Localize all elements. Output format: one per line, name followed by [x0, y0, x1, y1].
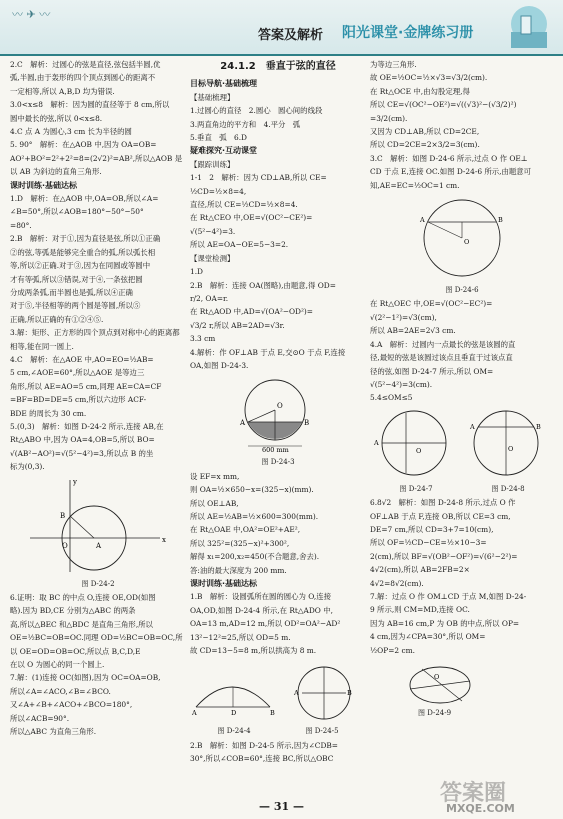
svg-text:y: y	[73, 477, 77, 486]
subsection-label: 【课堂检测】	[190, 253, 235, 263]
svg-text:A: A	[294, 689, 299, 698]
svg-text:A: A	[192, 709, 197, 718]
svg-text:A: A	[374, 438, 379, 447]
text-line: 2.B 解析：如图 D-24-5 所示,因为∠CDB=	[190, 740, 338, 750]
text-line: 5 cm,∠AOE=60°,所以△AOE 是等边三	[10, 368, 145, 378]
text-line: ∠B=50°,所以∠AOB=180°−50°−50°	[10, 207, 144, 217]
text-line: √(5²−4²)=3(cm).	[370, 379, 433, 389]
text-line: 解得 x₁=200,x₂=450(不合题意,舍去).	[190, 552, 320, 562]
birds-decoration-icon: 〰 ✈ 〰	[12, 8, 51, 21]
subsection-label: 【基础梳理】	[190, 92, 235, 102]
text-line: √(5²−4²)=3.	[190, 226, 236, 236]
text-line: 等,所以②正确.对于③,因为在同圆或等圆中	[10, 261, 151, 271]
text-line: 4.C 解析：在△AOE 中,AO=EO=½AB=	[10, 354, 154, 364]
figure-coordinate-circle	[10, 476, 180, 576]
text-line: 5. 90° 解析：在△AOB 中,因为 OA=OB=	[10, 140, 157, 150]
text-line: 知,AE=EC=½OC=1 cm.	[370, 180, 460, 190]
svg-text:O: O	[416, 446, 422, 455]
svg-text:O: O	[508, 444, 514, 453]
figure-two-circles	[370, 407, 554, 481]
brand-title: 阳光课堂·金牌练习册	[342, 25, 474, 41]
text-line: 1.B 解析：设圆弧所在圆的圆心为 O,连接	[190, 592, 332, 602]
text-line: 2.B 解析：对于①,因为直径是弦,所以①正确	[10, 234, 161, 244]
text-line: 略).因为 BD,CE 分别为△ABC 的两条	[10, 606, 136, 616]
text-line: 对于⑤,半径相等的两个圆是等圆,所以⑤	[10, 301, 141, 311]
text-line: OA,OD,如图 D-24-4 所示,在 Rt△ADO 中,	[190, 605, 333, 615]
text-line: 正确,所以正确的有①②④⑤.	[10, 314, 104, 324]
text-line: 4√2(cm),所以 AB=2FB=2×	[370, 565, 470, 575]
text-line: 角形,所以 AE=AO=5 cm,同理 AE=CA=CF	[10, 381, 162, 391]
text-line: 在 Rt△OEC 中,OE=√(OC²−EC²)=	[370, 299, 493, 309]
svg-text:A: A	[470, 422, 475, 431]
svg-text:x: x	[162, 535, 166, 544]
text-line: 6.证明：取 BC 的中点 O,连接 OE,OD(如图	[10, 593, 156, 602]
text-line: 所以 OF=½CD−CE=½×10−3=	[370, 538, 487, 548]
text-line: OF⊥AB 于点 F,连接 OB,所以 CE=3 cm,	[370, 511, 511, 521]
text-line: 1.过圆心的直径 2.圆心 圆心间的线段	[190, 106, 323, 116]
text-line: 1.D 解析：在△AOB 中,OA=OB,所以∠A=	[10, 194, 159, 204]
text-line: ½CD=½×8=4,	[190, 186, 247, 196]
text-line: 4.C 点 A 为圆心,3 cm 长为半径的圆	[10, 127, 132, 137]
text-line: 才有等弧,所以③错误,对于④,一条弦把圆	[10, 274, 143, 284]
text-line: 2.B 解析：连接 OA(图略),由题意,得 OD=	[190, 280, 336, 290]
text-line: 则 OA=½×650−x=(325−x)(mm).	[190, 485, 314, 495]
watermark-url: MXQE.COM	[446, 802, 515, 815]
text-line: 5.(0,3) 解析：如图 D-24-2 所示,连接 AB,在	[10, 421, 164, 431]
watermark-logo: 答案圈	[440, 781, 507, 806]
figure-oil-tank	[190, 374, 360, 454]
svg-text:B: B	[60, 511, 66, 520]
text-line: =80°.	[10, 220, 32, 230]
width-label: 600 mm	[262, 446, 289, 455]
text-line: 1-1 2 解析：因为 CD⊥AB,所以 CE=	[190, 173, 327, 183]
text-line: 1.D	[190, 267, 203, 277]
text-line: 2.C 解析：过圆心的弦是直径,弦包括半圆,优	[10, 60, 161, 69]
text-line: 在 Rt△OAE 中,OA²=OE²+AE²,	[190, 525, 301, 535]
text-line: 设 EF=x mm,	[190, 471, 240, 481]
svg-text:B: B	[498, 216, 503, 225]
text-line: =3/2(cm).	[370, 113, 408, 123]
svg-text:B: B	[347, 689, 352, 698]
figure-circle-diameter	[370, 659, 554, 705]
watermark	[440, 776, 558, 816]
svg-text:A: A	[240, 419, 246, 428]
text-line: 所以 CD=2CE=2×3/2=3(cm).	[370, 140, 480, 150]
svg-text:O: O	[277, 402, 283, 411]
figure-caption: 图 D-24-9	[418, 709, 452, 717]
section-heading: 疑难探究·互动课堂	[190, 146, 258, 156]
svg-text:B: B	[304, 419, 310, 428]
text-line: 故 CD=13−5=8 m,所以拱高为 8 m.	[190, 646, 317, 656]
text-line: 3.两直角边的平方和 4.平分 弧	[190, 119, 301, 129]
text-line: 在 Rt△OCE 中,由勾股定理,得	[370, 86, 470, 96]
text-line: 5.垂直 弧 6.D	[190, 133, 247, 143]
text-line: 3.解：矩形、正方形的四个顶点到对称中心的距离都相等,能在同一圆上.	[10, 328, 180, 351]
text-line: 故 OE=½OC=½×√3=√3/2(cm).	[370, 73, 488, 83]
text-line: 2(cm),所以 BF=√(OB²−OF²)=√(6²−2²)=	[370, 551, 518, 561]
svg-text:A: A	[96, 541, 102, 550]
text-line: 高,所以△BEC 和△BDC 是直角三角形,所以	[10, 619, 153, 629]
figure-caption: 图 D-24-5	[305, 727, 339, 736]
text-line: =BF=BD=DE=5 cm,所以六边形 ACF-	[10, 395, 147, 405]
text-line: 因为 AB=16 cm,P 为 OB 的中点,所以 OP=	[370, 618, 520, 628]
text-line: 4.解析：作 OF⊥AB 于点 E,交⊙O 于点 F,连接	[190, 347, 346, 357]
text-line: AO²+BO²=2²+2²=8=(2√2)²=AB²,所以△AOB 是以 AB 为斜边的直角三角形.	[10, 153, 183, 177]
text-line: 所以△ABC 为直角三角形.	[10, 727, 97, 737]
text-line: 在 Rt△CEO 中,OE=√(OC²−CE²)=	[190, 213, 313, 223]
text-line: ½OP=2 cm.	[370, 645, 415, 655]
figure-caption: 图 D-24-3	[261, 458, 295, 467]
text-line: √(2²−1²)=√3(cm),	[370, 312, 437, 322]
text-line: 所以 AE=½AB=½×600=300(mm).	[190, 511, 319, 521]
text-line: 30°,所以∠COB=60°,连接 BC,所以△OBC	[190, 754, 334, 764]
page-header	[0, 0, 563, 56]
column-left	[10, 58, 186, 738]
svg-text:O: O	[464, 238, 470, 247]
text-line: 为等边三角形.	[370, 60, 417, 69]
page-number: — 31 —	[259, 800, 304, 813]
text-line: 9 所示,则 CM=MD,连接 OC.	[370, 605, 470, 615]
text-line: 所以∠A=∠ACO,∠B=∠BCO.	[10, 686, 111, 696]
text-line: √(AB²−AO²)=√(5²−4²)=3,所以点 B 的坐	[10, 448, 154, 458]
svg-text:O: O	[434, 673, 440, 681]
text-line: 7.解：(1)连接 OC(如图),因为 OC=OA=OB,	[10, 673, 161, 683]
text-line: Rt△ABO 中,因为 OA=4,OB=5,所以 BO=	[10, 435, 155, 445]
text-line: 所以 AE=OA−OE=5−3=2.	[190, 240, 289, 250]
figure-caption: 图 D-24-4	[217, 727, 251, 736]
section-heading: 课时训练·基础达标	[190, 579, 258, 588]
text-line: r/2, OA=r.	[190, 293, 229, 303]
text-line: 圆中最长的弦,所以 0<x≤8.	[10, 113, 103, 123]
text-line: 在 Rt△AOD 中,AD=√(OA²−OD²)=	[190, 307, 313, 317]
text-line: 3.3 cm	[190, 334, 216, 344]
svg-text:D: D	[231, 709, 237, 718]
text-line: ②的弦,等弧是能够完全重合的弧,所以弧长相	[10, 247, 156, 257]
figure-arch-and-circle	[190, 659, 366, 723]
text-line: 所以 CE=√(OC²−OE²)=√((√3)²−(√3/2)²)	[370, 100, 517, 110]
figure-caption: 图 D-24-6	[445, 286, 479, 295]
text-line: 分成两条弧,而半圆也是弧,所以④正确	[10, 287, 133, 297]
text-line: OA,如图 D-24-3.	[190, 360, 249, 370]
section-heading: 目标导航·基础梳理	[190, 79, 258, 89]
figure-caption: 图 D-24-8	[491, 484, 525, 493]
text-line: DE=7 cm,所以 CD=3+7=10(cm),	[370, 524, 494, 534]
text-line: 13²−12²=25,所以 OD=5 m.	[190, 632, 291, 642]
text-line: BDE 的周长为 30 cm.	[10, 408, 87, 418]
section-title: 24.1.2 垂直于弦的直径	[220, 61, 336, 72]
lighthouse-icon	[497, 2, 555, 52]
text-line: 又因为 CD⊥AB,所以 CD=2CE,	[370, 127, 480, 137]
text-line: 3.C 解析：如图 D-24-6 所示,过点 O 作 OE⊥	[370, 153, 528, 163]
text-line: 答:油的最大深度为 200 mm.	[190, 565, 287, 575]
text-line: 一定相等,所以 A,B,D 均为错误.	[10, 86, 115, 96]
text-line: OA=13 m,AD=12 m,所以 OD²=OA²−AD²	[190, 619, 341, 629]
text-line: 又∠A+∠B+∠ACO+∠BCO=180°,	[10, 700, 133, 710]
text-line: 4√2=8√2(cm).	[370, 578, 424, 588]
text-line: 4 cm,因为∠CPA=30°,所以 OM=	[370, 632, 486, 642]
svg-text:O: O	[62, 541, 68, 550]
figure-caption: 图 D-24-7	[399, 484, 433, 493]
text-line: 所以∠ACB=90°.	[10, 713, 70, 723]
text-line: OE=½BC=OB=OC.同理 OD=½BC=OB=OC,所以 OE=OD=OB=OC,所以点 B,C,D,E	[10, 633, 183, 656]
answer-label: 答案及解析	[258, 28, 324, 43]
text-line: 直径,所以 CE=½CD=½×8=4.	[190, 200, 298, 210]
section-heading: 课时训练·基础达标	[10, 180, 78, 190]
text-line: 3.0<x≤8 解析：因为圆的直径等于 8 cm,所以	[10, 100, 170, 110]
column-right	[370, 58, 554, 720]
text-line: 所以 325²=(325−x)²+300²,	[190, 538, 290, 548]
svg-text:B: B	[536, 422, 541, 431]
text-line: 标为(0,3).	[10, 462, 45, 472]
text-line: 径,最短的弦是该圆过该点且垂直于过该点直	[370, 353, 513, 363]
text-line: 弧,半圆,由于轰形的四个顶点到圆心的距离不	[10, 73, 156, 83]
column-middle	[190, 58, 366, 766]
text-line: 6.8√2 解析：如图 D-24-8 所示,过点 O 作	[370, 498, 516, 508]
text-line: 所以 AB=2AE=2√3 cm.	[370, 326, 456, 336]
text-line: 所以 OE⊥AB,	[190, 498, 239, 508]
svg-text:B: B	[270, 709, 275, 718]
subsection-label: 【跟踪训练】	[190, 159, 235, 169]
text-line: √3/2 r,所以 AB=2AD=√3r.	[190, 320, 285, 330]
svg-text:A: A	[420, 216, 425, 225]
text-line: 7.解：过点 O 作 OM⊥CD 于点 M,如图 D-24-	[370, 591, 527, 601]
text-line: 4.A 解析：过圆内一点最长的弦是该圆的直	[370, 339, 516, 349]
text-line: 在以 O 为圆心的同一个圆上.	[10, 660, 105, 670]
text-line: 5.4≤OM≤5	[370, 393, 413, 403]
text-line: CD 于点 E,连接 OC.如图 D-24-6 所示,由题意可	[370, 167, 532, 177]
text-line: 径的弦,如图 D-24-7 所示,所以 OM=	[370, 366, 494, 376]
figure-caption: 图 D-24-2	[81, 579, 115, 588]
figure-circle-chord	[370, 194, 554, 282]
